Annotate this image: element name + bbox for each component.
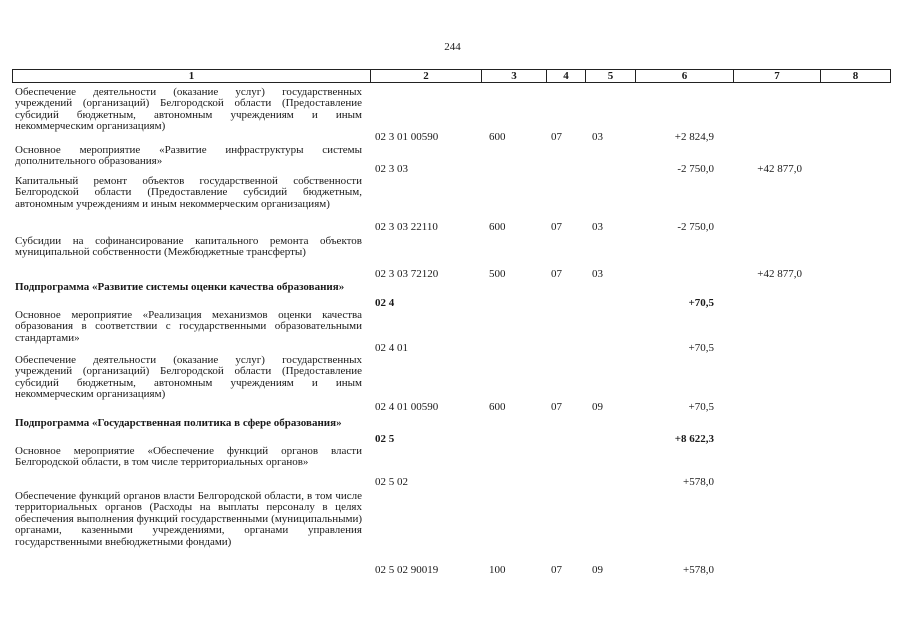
row-code: 02 5 <box>375 433 395 445</box>
row-description: Подпрограмма «Развитие системы оценки качества образования» <box>15 281 345 293</box>
row-code: 02 4 <box>375 297 395 309</box>
header-col-8: 8 <box>852 70 859 82</box>
row-col5: 03 <box>592 221 603 233</box>
table-row <box>0 491 905 577</box>
row-code: 02 3 03 <box>375 163 408 175</box>
row-col6: +70,5 <box>688 401 714 413</box>
row-code: 02 3 01 00590 <box>375 131 439 143</box>
table-row <box>0 418 905 446</box>
row-description: Субсидии на софинансирование капитального ремонта объектов муниципальной собственности (Межбюджетные трансферты) <box>15 235 362 259</box>
header-col-7: 7 <box>734 70 821 82</box>
row-col6: +578,0 <box>683 476 714 488</box>
row-col4: 07 <box>551 131 562 143</box>
table-row <box>0 355 905 413</box>
row-col4: 07 <box>551 401 562 413</box>
row-code: 02 3 03 22110 <box>375 221 438 233</box>
header-col-6: 6 <box>636 70 734 82</box>
row-description: Обеспечение деятельности (оказание услуг) государственных учреждений (организаций) Белгородской области (Предоставление субсидий бюджетным, автономным учреждениям и иным некоммерческим организациям) <box>15 354 362 401</box>
row-col5: 09 <box>592 564 603 576</box>
row-col3: 500 <box>489 268 506 280</box>
row-code: 02 3 03 72120 <box>375 268 439 280</box>
table-row <box>0 176 905 234</box>
row-col7: +42 877,0 <box>757 268 802 280</box>
row-col6: -2 750,0 <box>677 221 714 233</box>
row-col5: 09 <box>592 401 603 413</box>
table-header <box>12 69 891 83</box>
table-row <box>0 87 905 143</box>
table-row <box>0 282 905 310</box>
header-col-5: 5 <box>586 70 636 82</box>
row-code: 02 5 02 90019 <box>375 564 439 576</box>
row-description: Подпрограмма «Государственная политика в сфере образования» <box>15 417 342 429</box>
row-col6: +8 622,3 <box>674 433 714 445</box>
row-col4: 07 <box>551 564 562 576</box>
row-col6: +70,5 <box>688 297 714 309</box>
row-description: Основное мероприятие «Обеспечение функций органов власти Белгородской области, в том числе территориальных органов» <box>15 445 362 469</box>
table-row <box>0 446 905 490</box>
row-description: Основное мероприятие «Развитие инфраструктуры системы дополнительного образования» <box>15 144 362 168</box>
row-code: 02 4 01 <box>375 342 408 354</box>
row-code: 02 4 01 00590 <box>375 401 439 413</box>
row-description: Капитальный ремонт объектов государственной собственности Белгородской области (Предоставление субсидий бюджетным, автономным учреждениям и иным некоммерческим организациям) <box>15 175 362 210</box>
table-row <box>0 310 905 354</box>
row-col4: 07 <box>551 268 562 280</box>
row-col6: -2 750,0 <box>677 163 714 175</box>
row-col6: +70,5 <box>688 342 714 354</box>
row-description: Обеспечение деятельности (оказание услуг) государственных учреждений (организаций) Белгородской области (Предоставление субсидий бюджетным, автономным учреждениям и иным некоммерческим организациям) <box>15 86 362 133</box>
row-col4: 07 <box>551 221 562 233</box>
page-number: 244 <box>444 41 461 53</box>
header-col-1: 1 <box>13 70 371 82</box>
row-col6: +578,0 <box>683 564 714 576</box>
row-col5: 03 <box>592 131 603 143</box>
row-col6: +2 824,9 <box>674 131 714 143</box>
header-col-3: 3 <box>482 70 547 82</box>
row-code: 02 5 02 <box>375 476 408 488</box>
row-col3: 600 <box>489 221 506 233</box>
row-col3: 600 <box>489 401 506 413</box>
header-col-2: 2 <box>371 70 482 82</box>
table-row <box>0 236 905 282</box>
row-description: Обеспечение функций органов власти Белгородской области, в том числе территориальных органов (Расходы на выплаты персоналу в целях обеспечения выполнения функций государственными (муниципальными) органами, казенными учреждениями, органами управления государственными внебюджетными фондами) <box>15 490 362 548</box>
row-description: Основное мероприятие «Реализация механизмов оценки качества образования в соответствии с государственными образовательными стандартами» <box>15 309 362 344</box>
header-col-4: 4 <box>547 70 586 82</box>
table-row <box>0 145 905 177</box>
row-col5: 03 <box>592 268 603 280</box>
row-col3: 600 <box>489 131 506 143</box>
row-col3: 100 <box>489 564 506 576</box>
row-col7: +42 877,0 <box>757 163 802 175</box>
